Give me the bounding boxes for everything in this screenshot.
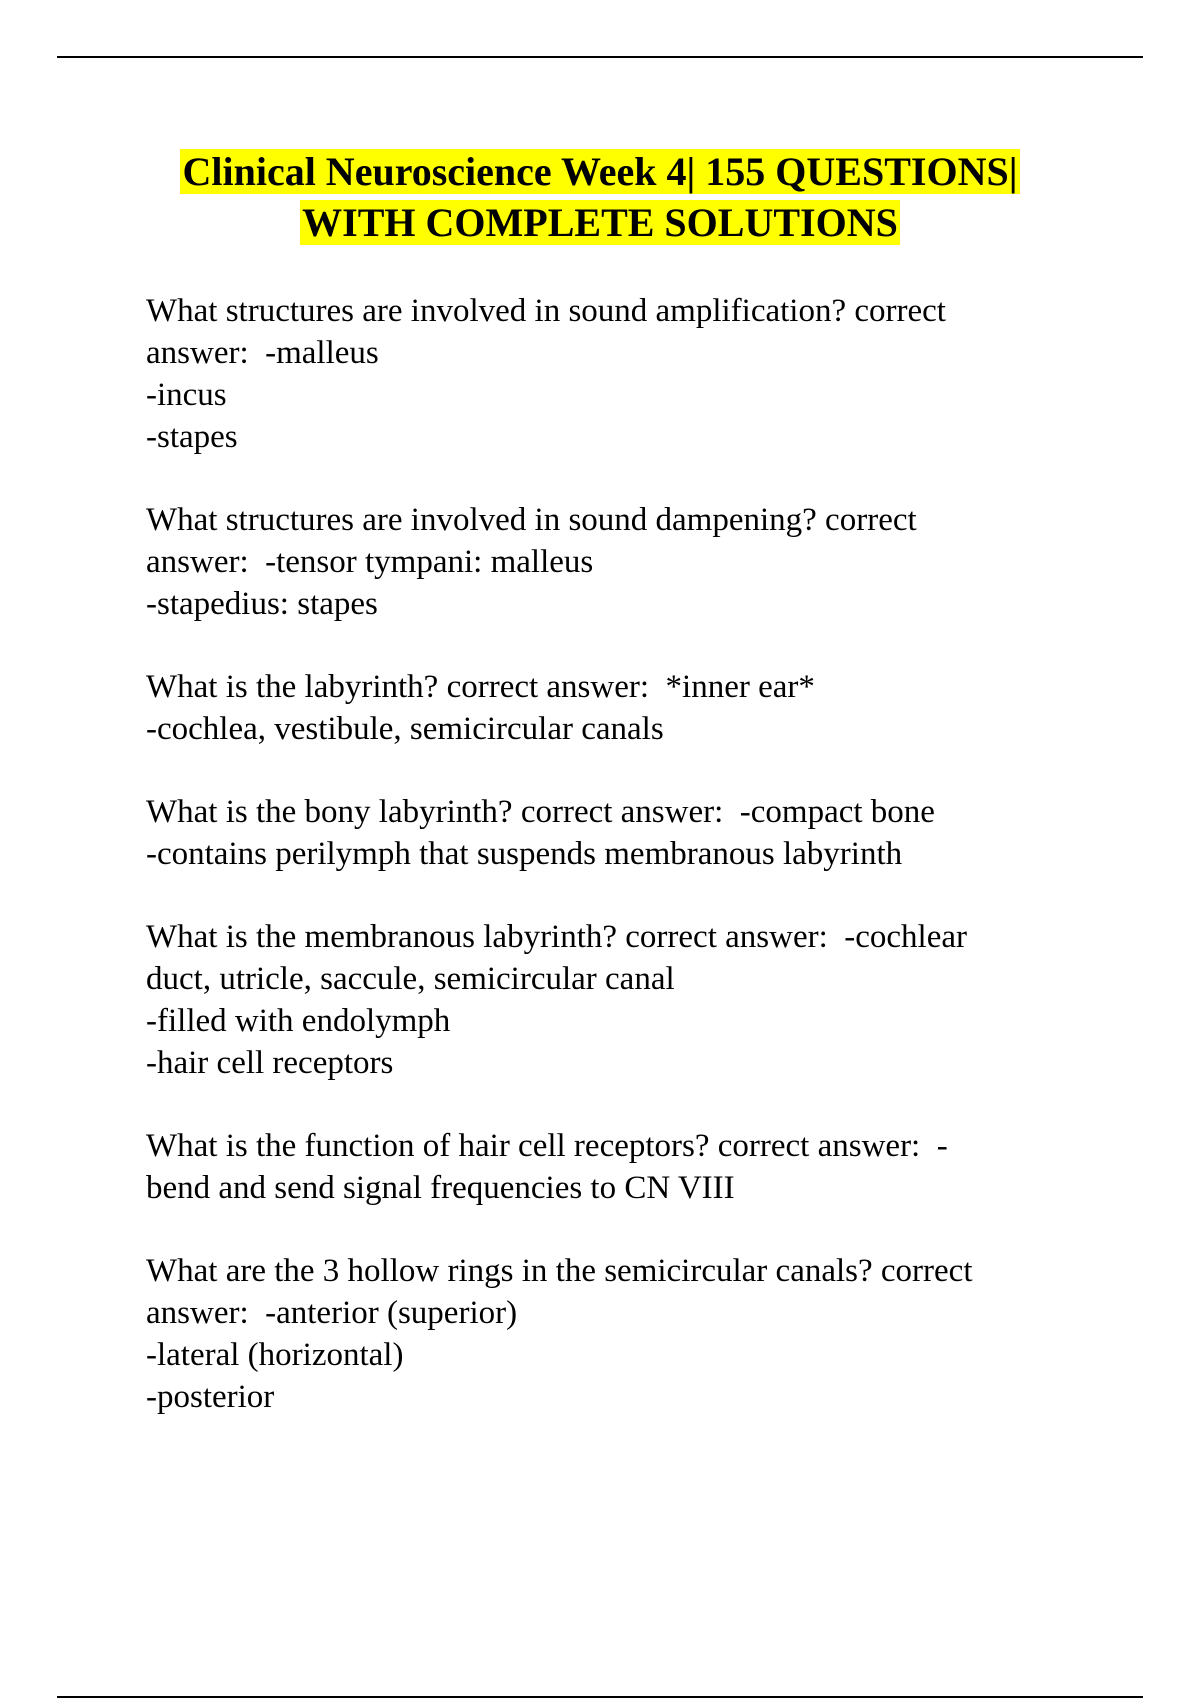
- qa-text-line: What is the function of hair cell receptors? correct answer: -: [146, 1128, 948, 1164]
- qa-text-line: -stapedius: stapes: [146, 586, 378, 622]
- qa-text-line: -incus: [146, 377, 227, 413]
- qa-text-line: What is the membranous labyrinth? correct answer: -cochlear: [146, 919, 967, 955]
- qa-text-line: answer: -tensor tympani: malleus: [146, 544, 594, 580]
- title-line-1: Clinical Neuroscience Week 4| 155 QUESTIONS|: [182, 149, 1018, 194]
- page-title: [0, 146, 1200, 248]
- qa-text-line: -posterior: [146, 1379, 275, 1415]
- qa-text-line: What are the 3 hollow rings in the semicircular canals? correct: [146, 1253, 973, 1289]
- qa-text-line: -lateral (horizontal): [146, 1337, 404, 1373]
- qa-text-line: bend and send signal frequencies to CN VIII: [146, 1170, 735, 1206]
- qa-entry-5: [146, 916, 1086, 1084]
- qa-text-line: -cochlea, vestibule, semicircular canals: [146, 711, 664, 747]
- qa-list: [146, 290, 1086, 1459]
- qa-entry-2: [146, 499, 1086, 625]
- qa-text-line: What structures are involved in sound amplification? correct: [146, 293, 946, 329]
- qa-text-line: answer: -anterior (superior): [146, 1295, 518, 1331]
- qa-entry-6: [146, 1125, 1086, 1209]
- qa-text-line: -stapes: [146, 419, 238, 455]
- qa-text-line: What is the labyrinth? correct answer: *inner ear*: [146, 669, 815, 705]
- qa-entry-4: [146, 791, 1086, 875]
- qa-text-line: What is the bony labyrinth? correct answer: -compact bone: [146, 794, 935, 830]
- qa-text-line: -contains perilymph that suspends membranous labyrinth: [146, 836, 903, 872]
- qa-entry-7: [146, 1250, 1086, 1418]
- qa-text-line: answer: -malleus: [146, 335, 379, 371]
- qa-entry-3: [146, 666, 1086, 750]
- top-divider: [57, 56, 1143, 58]
- qa-text-line: What structures are involved in sound dampening? correct: [146, 502, 917, 538]
- qa-text-line: -hair cell receptors: [146, 1045, 394, 1081]
- qa-text-line: duct, utricle, saccule, semicircular canal: [146, 961, 675, 997]
- qa-entry-1: [146, 290, 1086, 458]
- qa-text-line: -filled with endolymph: [146, 1003, 451, 1039]
- bottom-divider: [57, 1696, 1143, 1698]
- title-line-2: WITH COMPLETE SOLUTIONS: [302, 200, 898, 245]
